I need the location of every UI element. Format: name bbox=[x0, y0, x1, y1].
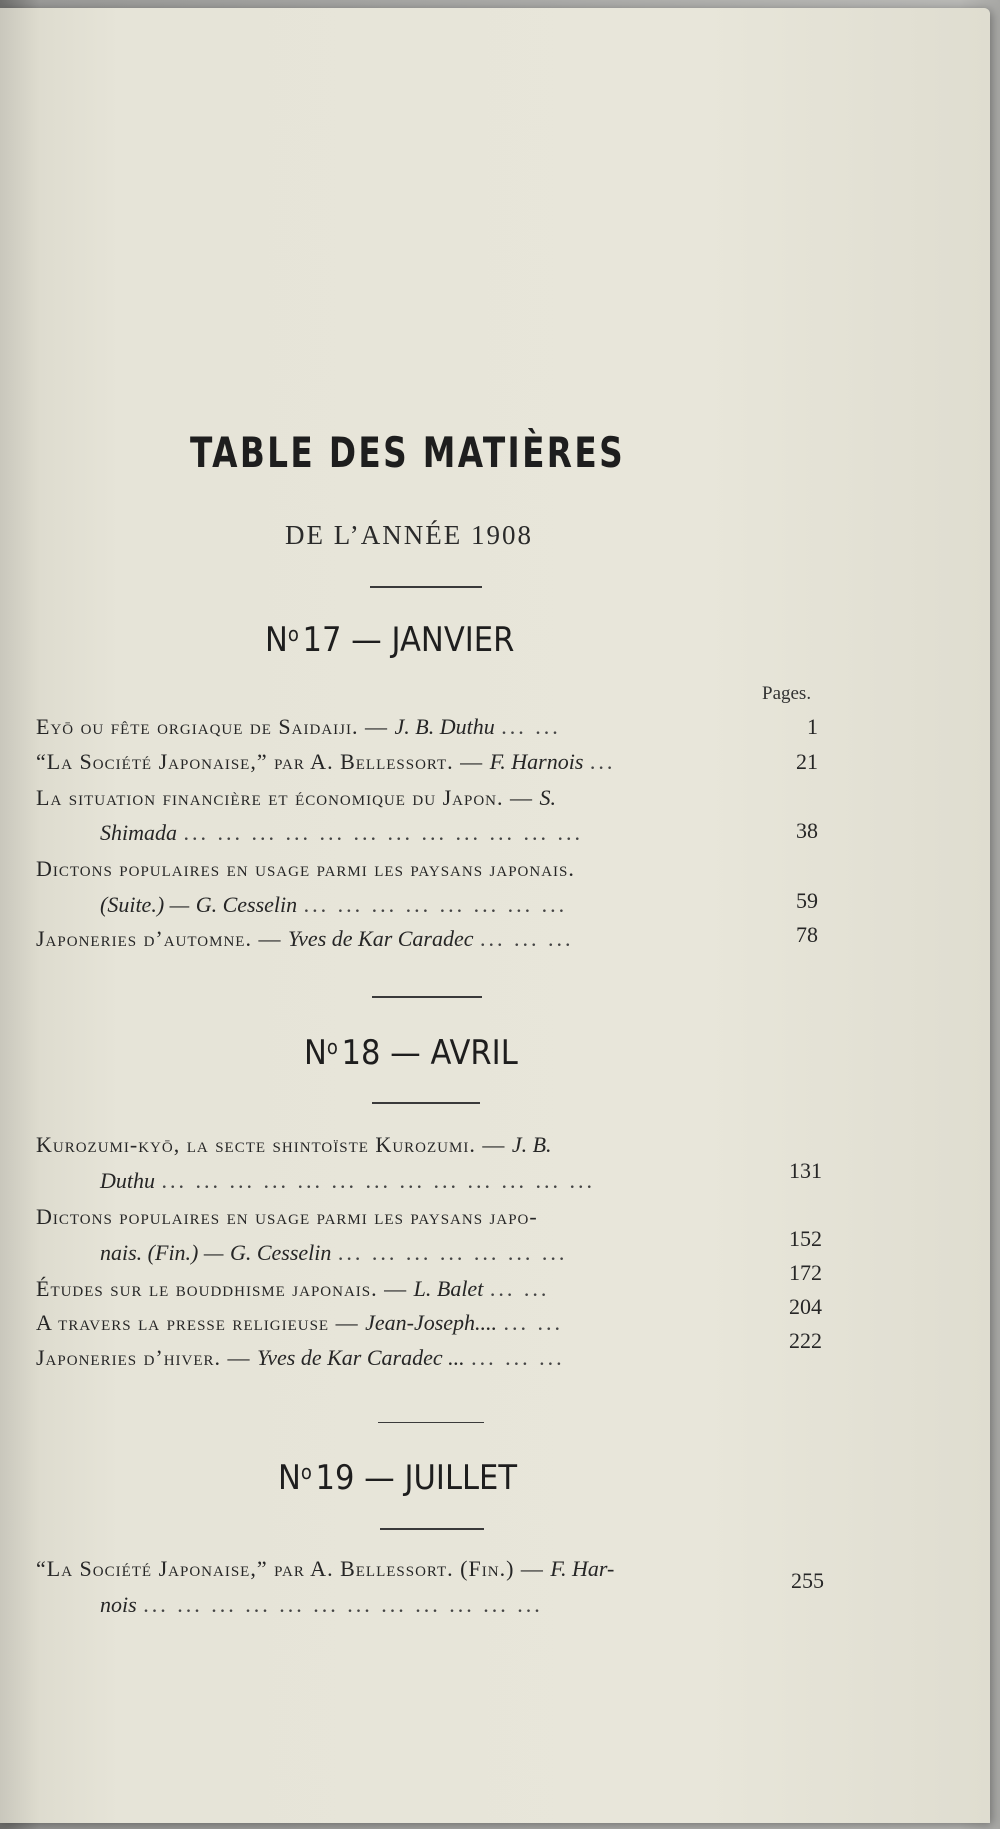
entry-author: Jean-Joseph.... bbox=[365, 1310, 498, 1335]
entry-title: Eyō ou fête orgiaque de Saidaiji. — bbox=[36, 714, 388, 739]
number-sign: N bbox=[278, 1458, 301, 1498]
entry-title: Études sur le bouddhisme japonais. — bbox=[36, 1276, 408, 1301]
leader-dots: ... ... bbox=[489, 1276, 550, 1301]
leader-dots: ... ... ... ... ... ... ... ... bbox=[303, 892, 568, 917]
page-title: TABLE DES MATIÈRES bbox=[190, 428, 626, 477]
degree-mark: o bbox=[287, 622, 299, 646]
leader-dots: ... ... ... ... ... ... ... ... ... ... ... ... bbox=[143, 1592, 543, 1617]
entry-title: “La Société Japonaise,” par A. Bellessort. — bbox=[36, 749, 484, 774]
entry-page-number: 172 bbox=[789, 1260, 822, 1285]
book-page bbox=[0, 8, 990, 1823]
degree-mark: o bbox=[326, 1035, 338, 1059]
toc-entry bbox=[36, 714, 756, 740]
entry-author: Shimada bbox=[100, 820, 177, 845]
entry-page-number: 131 bbox=[789, 1158, 822, 1183]
section-divider bbox=[372, 996, 482, 998]
toc-entry-continuation bbox=[100, 820, 820, 846]
toc-entry bbox=[36, 856, 756, 882]
toc-entry bbox=[36, 926, 756, 952]
entry-author: Duthu bbox=[100, 1168, 155, 1193]
section-heading-text: 18 — AVRIL bbox=[341, 1033, 518, 1073]
entry-title: Japoneries d’hiver. — bbox=[36, 1345, 251, 1370]
toc-entry bbox=[36, 1556, 756, 1582]
toc-entry-continuation bbox=[100, 1168, 820, 1194]
entry-page-number: 38 bbox=[796, 818, 818, 843]
entry-title: Japoneries d’automne. — bbox=[36, 926, 282, 951]
section-divider bbox=[372, 1102, 480, 1104]
section-heading-juillet bbox=[278, 1458, 517, 1498]
toc-entry bbox=[36, 1132, 756, 1158]
toc-entry-continuation bbox=[100, 892, 820, 918]
entry-author: G. Cesselin bbox=[195, 892, 298, 917]
section-heading-janvier bbox=[265, 620, 514, 660]
entry-page-number: 204 bbox=[789, 1294, 822, 1319]
toc-entry bbox=[36, 1276, 756, 1302]
toc-entry bbox=[36, 1345, 756, 1371]
entry-author: F. Harnois bbox=[489, 749, 584, 774]
entry-page-number: 78 bbox=[796, 922, 818, 947]
entry-author: L. Balet bbox=[413, 1276, 484, 1301]
section-divider bbox=[380, 1528, 484, 1530]
section-divider bbox=[378, 1422, 484, 1423]
entry-page-number: 152 bbox=[789, 1226, 822, 1251]
section-heading-text: 17 — JANVIER bbox=[302, 620, 515, 660]
entry-subtitle: (Suite.) — bbox=[100, 892, 190, 917]
leader-dots: ... ... ... bbox=[471, 1345, 565, 1370]
leader-dots: ... bbox=[589, 749, 616, 774]
leader-dots: ... ... ... ... ... ... ... ... ... ... ... ... ... bbox=[161, 1168, 595, 1193]
leader-dots: ... ... bbox=[501, 714, 561, 739]
toc-entry-continuation bbox=[100, 1592, 820, 1618]
toc-entry-continuation bbox=[100, 1240, 820, 1266]
entry-author: nois bbox=[100, 1592, 137, 1617]
entry-author: G. Cesselin bbox=[229, 1240, 332, 1265]
leader-dots: ... ... ... ... ... ... ... ... ... ... ... ... bbox=[183, 820, 583, 845]
entry-author: S. bbox=[539, 785, 556, 810]
degree-mark: o bbox=[300, 1460, 312, 1484]
entry-subtitle: nais. (Fin.) — bbox=[100, 1240, 224, 1265]
entry-title: “La Société Japonaise,” par A. Bellessort. (Fin.) — bbox=[36, 1556, 544, 1581]
entry-author: Yves de Kar Caradec bbox=[287, 926, 474, 951]
entry-author: J. B. Duthu bbox=[394, 714, 495, 739]
title-divider bbox=[370, 586, 482, 588]
entry-page-number: 21 bbox=[796, 749, 818, 774]
section-heading-avril bbox=[304, 1033, 518, 1073]
entry-author: Yves de Kar Caradec ... bbox=[257, 1345, 465, 1370]
number-sign: N bbox=[265, 620, 288, 660]
leader-dots: ... ... ... bbox=[480, 926, 574, 951]
entry-author: J. B. bbox=[511, 1132, 552, 1157]
entry-page-number: 222 bbox=[789, 1328, 822, 1353]
toc-entry bbox=[36, 1310, 756, 1336]
entry-title: Kurozumi-kyō, la secte shintoïste Kurozumi. — bbox=[36, 1132, 506, 1157]
pages-column-label: Pages. bbox=[762, 683, 812, 704]
table-of-contents bbox=[0, 8, 990, 1823]
entry-title: Dictons populaires en usage parmi les paysans japo- bbox=[36, 1204, 538, 1229]
section-heading-text: 19 — JUILLET bbox=[315, 1458, 518, 1498]
toc-entry bbox=[36, 785, 756, 811]
entry-title: A travers la presse religieuse — bbox=[36, 1310, 359, 1335]
entry-author: F. Har- bbox=[550, 1556, 615, 1581]
number-sign: N bbox=[304, 1033, 327, 1073]
toc-entry bbox=[36, 749, 756, 775]
entry-title: Dictons populaires en usage parmi les paysans japonais. bbox=[36, 856, 575, 881]
entry-page-number: 59 bbox=[796, 888, 818, 913]
leader-dots: ... ... bbox=[503, 1310, 564, 1335]
page-subtitle: DE L’ANNÉE 1908 bbox=[285, 520, 533, 550]
entry-page-number: 1 bbox=[807, 714, 818, 739]
leader-dots: ... ... ... ... ... ... ... bbox=[337, 1240, 568, 1265]
entry-title: La situation financière et économique du Japon. — bbox=[36, 785, 533, 810]
entry-page-number: 255 bbox=[791, 1568, 824, 1593]
toc-entry bbox=[36, 1204, 756, 1230]
